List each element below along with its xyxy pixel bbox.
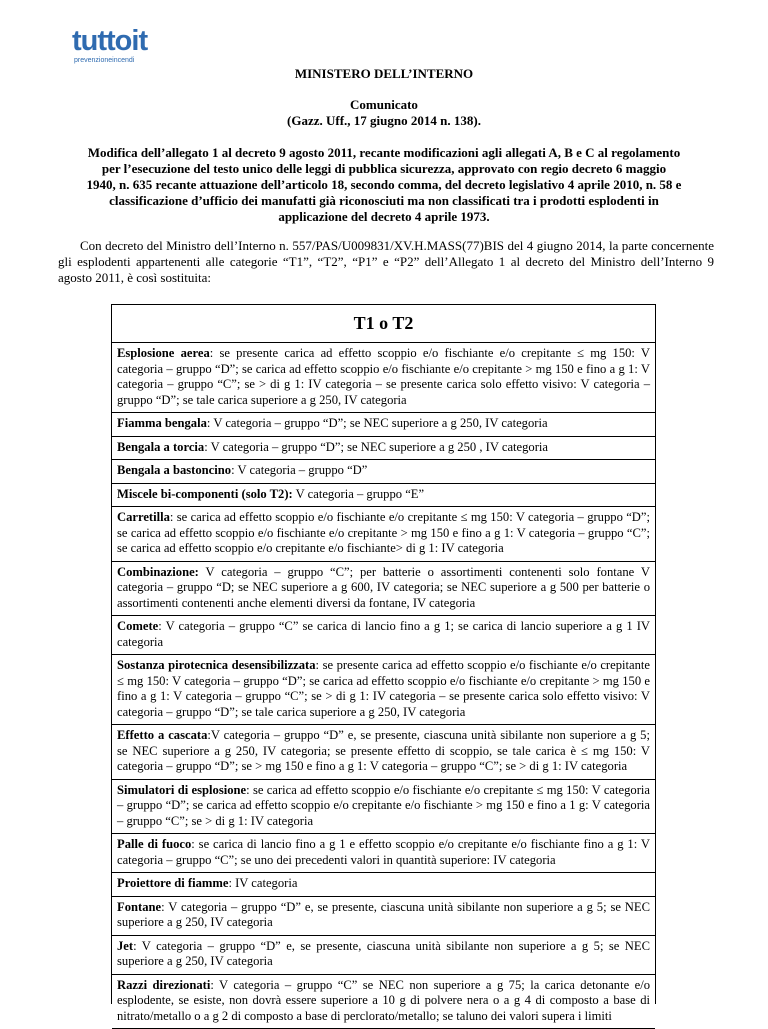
classification-table (111, 304, 656, 1004)
row-text: : V categoria – gruppo “D”; se NEC superiore a g 250 , IV categoria (204, 440, 548, 454)
table-row (112, 873, 655, 897)
row-text: V categoria – gruppo “E” (293, 487, 424, 501)
row-text: : se carica ad effetto scoppio e/o fischiante e/o crepitante ≤ mg 150: V categoria – gruppo “D”; se carica ad effetto scoppio e/o fischiante e/o crepitante > mg 150 e fino a g 1: V categoria – gruppo “C”; se carica ad effetto scoppio e/o crepitante e/o fischiante> di g 1: IV categoria (117, 510, 650, 555)
row-text: : se presente carica ad effetto scoppio e/o fischiante e/o crepitante ≤ mg 150: V categoria – gruppo “D”; se carica ad effetto scoppio e/o fischiante e/o crepitante > mg 150 e fino a g 1: V categoria – gruppo “C”; se > di g 1: IV categoria – se presente carica solo effetto visivo: V categoria – gruppo “D”; se tale carica superiore a g 250, IV categoria (117, 346, 650, 407)
table-row (112, 655, 655, 725)
row-text: : V categoria – gruppo “D” e, se presente, ciascuna unità sibilante non superiore a g 5; se NEC superiore a g 250, IV categoria (117, 939, 650, 969)
table-row (112, 484, 655, 508)
ministry-heading: MINISTERO DELL’INTERNO (0, 66, 768, 82)
table-row (112, 460, 655, 484)
comunicato-block (0, 97, 768, 129)
row-text: : V categoria – gruppo “D” (231, 463, 367, 477)
row-text: : V categoria – gruppo “C” se carica di lancio fino a g 1; se carica di lancio superiore a g 1 IV categoria (117, 619, 650, 649)
logo-graphic (72, 22, 182, 68)
row-term: Fontane (117, 900, 161, 914)
document-title: Modifica dell’allegato 1 al decreto 9 agosto 2011, recante modificazioni agli allegati A, B e C al regolamento per l’esecuzione del testo unico delle leggi di pubblica sicurezza, approvato con regio decreto 6 maggio 1940, n. 635 recante attuazione dell’articolo 18, secondo comma, del decreto legislativo 4 aprile 2010, n. 58 e classificazione d’ufficio dei manufatti già riconosciuti ma non classificati tra i prodotti esplodenti in applicazione del decreto 4 aprile 1973. (86, 145, 682, 225)
row-term: Carretilla (117, 510, 170, 524)
row-term: Fiamma bengala (117, 416, 207, 430)
table-row (112, 834, 655, 873)
row-text: : V categoria – gruppo “D”; se NEC superiore a g 250, IV categoria (207, 416, 548, 430)
row-term: Palle di fuoco (117, 837, 191, 851)
table-row (112, 975, 655, 1029)
row-term: Esplosione aerea (117, 346, 210, 360)
intro-paragraph: Con decreto del Ministro dell’Interno n. 557/PAS/U009831/XV.H.MASS(77)BIS del 4 giugno 2014, la parte concernente gli esplodenti appartenenti alle categorie “T1”, “T2”, “P1” e “P2” dell’Allegato 1 al decreto del Ministro dell’Interno 9 agosto 2011, è così sostituita: (58, 238, 714, 286)
row-term: Effetto a cascata (117, 728, 207, 742)
row-text: : V categoria – gruppo “D” e, se presente, ciascuna unità sibilante non superiore a g 5; se NEC superiore a g 250, IV categoria (117, 900, 650, 930)
table-row (112, 562, 655, 617)
row-term: Comete (117, 619, 158, 633)
logo-word: tuttoit (72, 25, 148, 57)
table-rows (112, 343, 655, 1029)
table-row (112, 507, 655, 562)
row-term: Bengala a torcia (117, 440, 204, 454)
gazzetta-reference: (Gazz. Uff., 17 giugno 2014 n. 138). (0, 113, 768, 129)
row-text: V categoria – gruppo “C”; per batterie o assortimenti contenenti solo fontane V categoria – gruppo “D; se NEC superiore a g 600, IV categoria; se NEC superiore a g 500 per batterie o assortimenti contenenti anche elementi diversi da fontane, IV categoria (117, 565, 650, 610)
row-term: Combinazione: (117, 565, 199, 579)
table-row (112, 936, 655, 975)
row-text: : V categoria – gruppo “C” se NEC non superiore a g 75; la carica detonante e/o esplodente, se esiste, non dovrà essere superiore a 10 g di polvere nera o a g 4 di composto a base di nitrato/metallo o a g 2 di composto a base di perclorato/metallo; se taluno dei valori supera i limiti (117, 978, 650, 1023)
row-text: :V categoria – gruppo “D” e, se presente, ciascuna unità sibilante non superiore a g 5; se NEC superiore a g 250, IV categoria; se presente effetto di scoppio, se tale carica è ≤ mg 150: V categoria – gruppo “D”; se > mg 150 e fino a g 1: V categoria – gruppo “C”; se > di g 1: IV categoria (117, 728, 650, 773)
row-text: : se carica di lancio fino a g 1 e effetto scoppio e/o crepitante e/o fischiante fino a g 1: V categoria – gruppo “C”; se uno dei precedenti valori in quantità superiore: IV categoria (117, 837, 650, 867)
row-text: : se presente carica ad effetto scoppio e/o fischiante e/o crepitante ≤ mg 150: V categoria – gruppo “D”; se carica ad effetto scoppio e/o fischiante e/o crepitante > mg 150 e fino a g 1: V categoria – gruppo “C”; se > di g 1: IV categoria – se presente carica solo effetto visivo: V categoria – gruppo “D”; se tale carica superiore a g 250, IV categoria (117, 658, 650, 719)
table-heading: T1 o T2 (112, 305, 655, 343)
row-term: Simulatori di esplosione (117, 783, 246, 797)
table-row (112, 343, 655, 413)
tuttoit-logo (72, 22, 182, 68)
row-term: Sostanza pirotecnica desensibilizzata (117, 658, 316, 672)
table-row (112, 897, 655, 936)
table-row (112, 725, 655, 780)
row-term: Proiettore di fiamme (117, 876, 228, 890)
comunicato-label: Comunicato (0, 97, 768, 113)
table-row (112, 616, 655, 655)
row-term: Bengala a bastoncino (117, 463, 231, 477)
row-term: Miscele bi-componenti (solo T2): (117, 487, 293, 501)
row-term: Jet (117, 939, 133, 953)
table-row (112, 413, 655, 437)
row-term: Razzi direzionati (117, 978, 210, 992)
table-row (112, 437, 655, 461)
table-row (112, 780, 655, 835)
row-text: : IV categoria (228, 876, 297, 890)
row-text: : se carica ad effetto scoppio e/o fischiante e/o crepitante ≤ mg 150: V categoria – gruppo “D”; se carica ad effetto scoppio e/o crepitante e/o fischiante > mg 150 e fino a 1 g: V categoria – gruppo “C”; se > di g 1: IV categoria (117, 783, 650, 828)
logo-subtitle: prevenzioneincendi (74, 57, 135, 64)
